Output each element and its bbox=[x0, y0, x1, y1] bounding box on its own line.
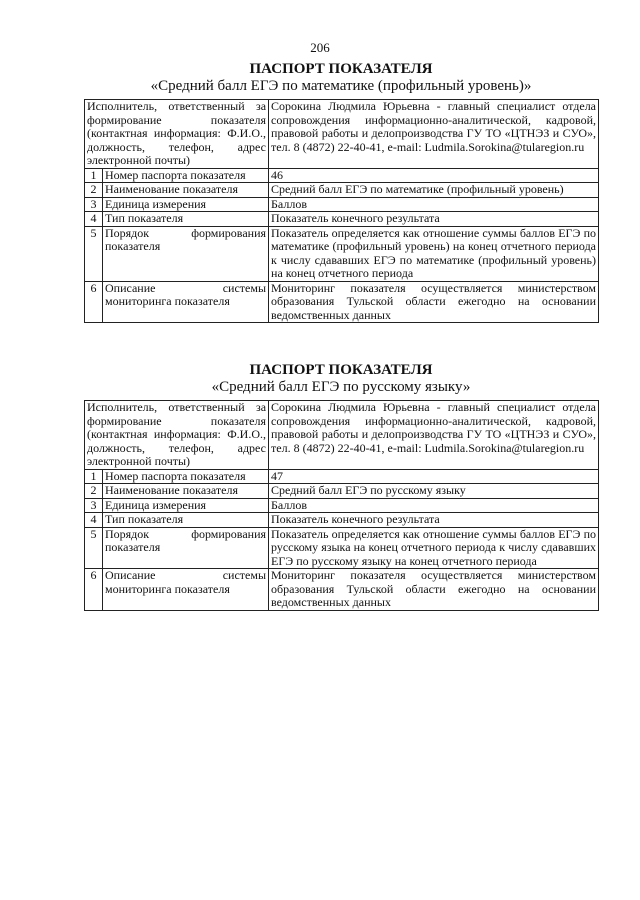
passport-title: ПАСПОРТ ПОКАЗАТЕЛЯ bbox=[249, 61, 433, 77]
row-label: Описание системы мониторинга показателя bbox=[103, 569, 269, 611]
row-value: Баллов bbox=[269, 498, 599, 513]
executor-label: Исполнитель, ответственный за формирование показателя (контактная информация: Ф.И.О., должность, телефон, адрес электронной почты) bbox=[85, 100, 269, 169]
executor-value: Сорокина Людмила Юрьевна - главный специалист отдела сопровождения информационно-аналитической, кадровой, правовой работы и делопроизводства ГУ ТО «ЦТНЭЗ и СУО», тел. 8 (4872) 22-40-41, e-mail: Ludmila.Sorokina@tularegion.ru bbox=[269, 401, 599, 470]
table-row-executor bbox=[85, 401, 599, 470]
row-label: Номер паспорта показателя bbox=[103, 168, 269, 183]
passport-table bbox=[84, 99, 599, 323]
table-row bbox=[85, 513, 599, 528]
row-number: 3 bbox=[85, 498, 103, 513]
table-row-executor bbox=[85, 100, 599, 169]
row-label: Единица измерения bbox=[103, 197, 269, 212]
row-value: Средний балл ЕГЭ по русскому языку bbox=[269, 484, 599, 499]
table-row bbox=[85, 281, 599, 323]
executor-value: Сорокина Людмила Юрьевна - главный специалист отдела сопровождения информационно-аналитической, кадровой, правовой работы и делопроизводства ГУ ТО «ЦТНЭЗ и СУО», тел. 8 (4872) 22-40-41, e-mail: Ludmila.Sorokina@tularegion.ru bbox=[269, 100, 599, 169]
row-number: 2 bbox=[85, 484, 103, 499]
row-number: 3 bbox=[85, 197, 103, 212]
table-row bbox=[85, 527, 599, 569]
row-value: Баллов bbox=[269, 197, 599, 212]
row-label: Наименование показателя bbox=[103, 484, 269, 499]
passport-math bbox=[84, 61, 598, 323]
table-row bbox=[85, 226, 599, 281]
row-value: Средний балл ЕГЭ по математике (профильный уровень) bbox=[269, 183, 599, 198]
passport-subtitle: «Средний балл ЕГЭ по русскому языку» bbox=[211, 379, 471, 395]
row-value: Показатель определяется как отношение суммы баллов ЕГЭ по математике (профильный уровень) на конец отчетного периода к числу сдававших ЕГЭ по математике (профильный уровень) на конец отчетного периода bbox=[269, 226, 599, 281]
table-row bbox=[85, 197, 599, 212]
row-label: Описание системы мониторинга показателя bbox=[103, 281, 269, 323]
row-label: Единица измерения bbox=[103, 498, 269, 513]
row-value: Показатель конечного результата bbox=[269, 513, 599, 528]
passport-subtitle: «Средний балл ЕГЭ по математике (профильный уровень)» bbox=[150, 78, 532, 94]
row-number: 6 bbox=[85, 281, 103, 323]
row-value: 46 bbox=[269, 168, 599, 183]
row-number: 2 bbox=[85, 183, 103, 198]
row-label: Тип показателя bbox=[103, 212, 269, 227]
row-label: Номер паспорта показателя bbox=[103, 469, 269, 484]
table-row bbox=[85, 183, 599, 198]
table-row bbox=[85, 569, 599, 611]
page-number: 206 bbox=[310, 40, 330, 55]
row-number: 1 bbox=[85, 168, 103, 183]
passport-title: ПАСПОРТ ПОКАЗАТЕЛЯ bbox=[249, 362, 433, 378]
row-number: 4 bbox=[85, 513, 103, 528]
row-number: 5 bbox=[85, 527, 103, 569]
row-number: 4 bbox=[85, 212, 103, 227]
row-number: 5 bbox=[85, 226, 103, 281]
row-label: Тип показателя bbox=[103, 513, 269, 528]
table-row bbox=[85, 469, 599, 484]
row-value: Мониторинг показателя осуществляется министерством образования Тульской области ежегодно на основании ведомственных данных bbox=[269, 281, 599, 323]
table-row bbox=[85, 484, 599, 499]
row-label: Наименование показателя bbox=[103, 183, 269, 198]
passport-table bbox=[84, 400, 599, 611]
row-value: 47 bbox=[269, 469, 599, 484]
table-row bbox=[85, 212, 599, 227]
row-value: Показатель определяется как отношение суммы баллов ЕГЭ по русскому языка на конец отчетного периода к числу сдававших ЕГЭ по русскому языку на конец отчетного периода bbox=[269, 527, 599, 569]
table-row bbox=[85, 498, 599, 513]
table-row bbox=[85, 168, 599, 183]
row-number: 1 bbox=[85, 469, 103, 484]
passport-russian bbox=[84, 362, 598, 611]
row-number: 6 bbox=[85, 569, 103, 611]
row-label: Порядок формирования показателя bbox=[103, 226, 269, 281]
row-label: Порядок формирования показателя bbox=[103, 527, 269, 569]
row-value: Мониторинг показателя осуществляется министерством образования Тульской области ежегодно на основании ведомственных данных bbox=[269, 569, 599, 611]
row-value: Показатель конечного результата bbox=[269, 212, 599, 227]
executor-label: Исполнитель, ответственный за формирование показателя (контактная информация: Ф.И.О., должность, телефон, адрес электронной почты) bbox=[85, 401, 269, 470]
